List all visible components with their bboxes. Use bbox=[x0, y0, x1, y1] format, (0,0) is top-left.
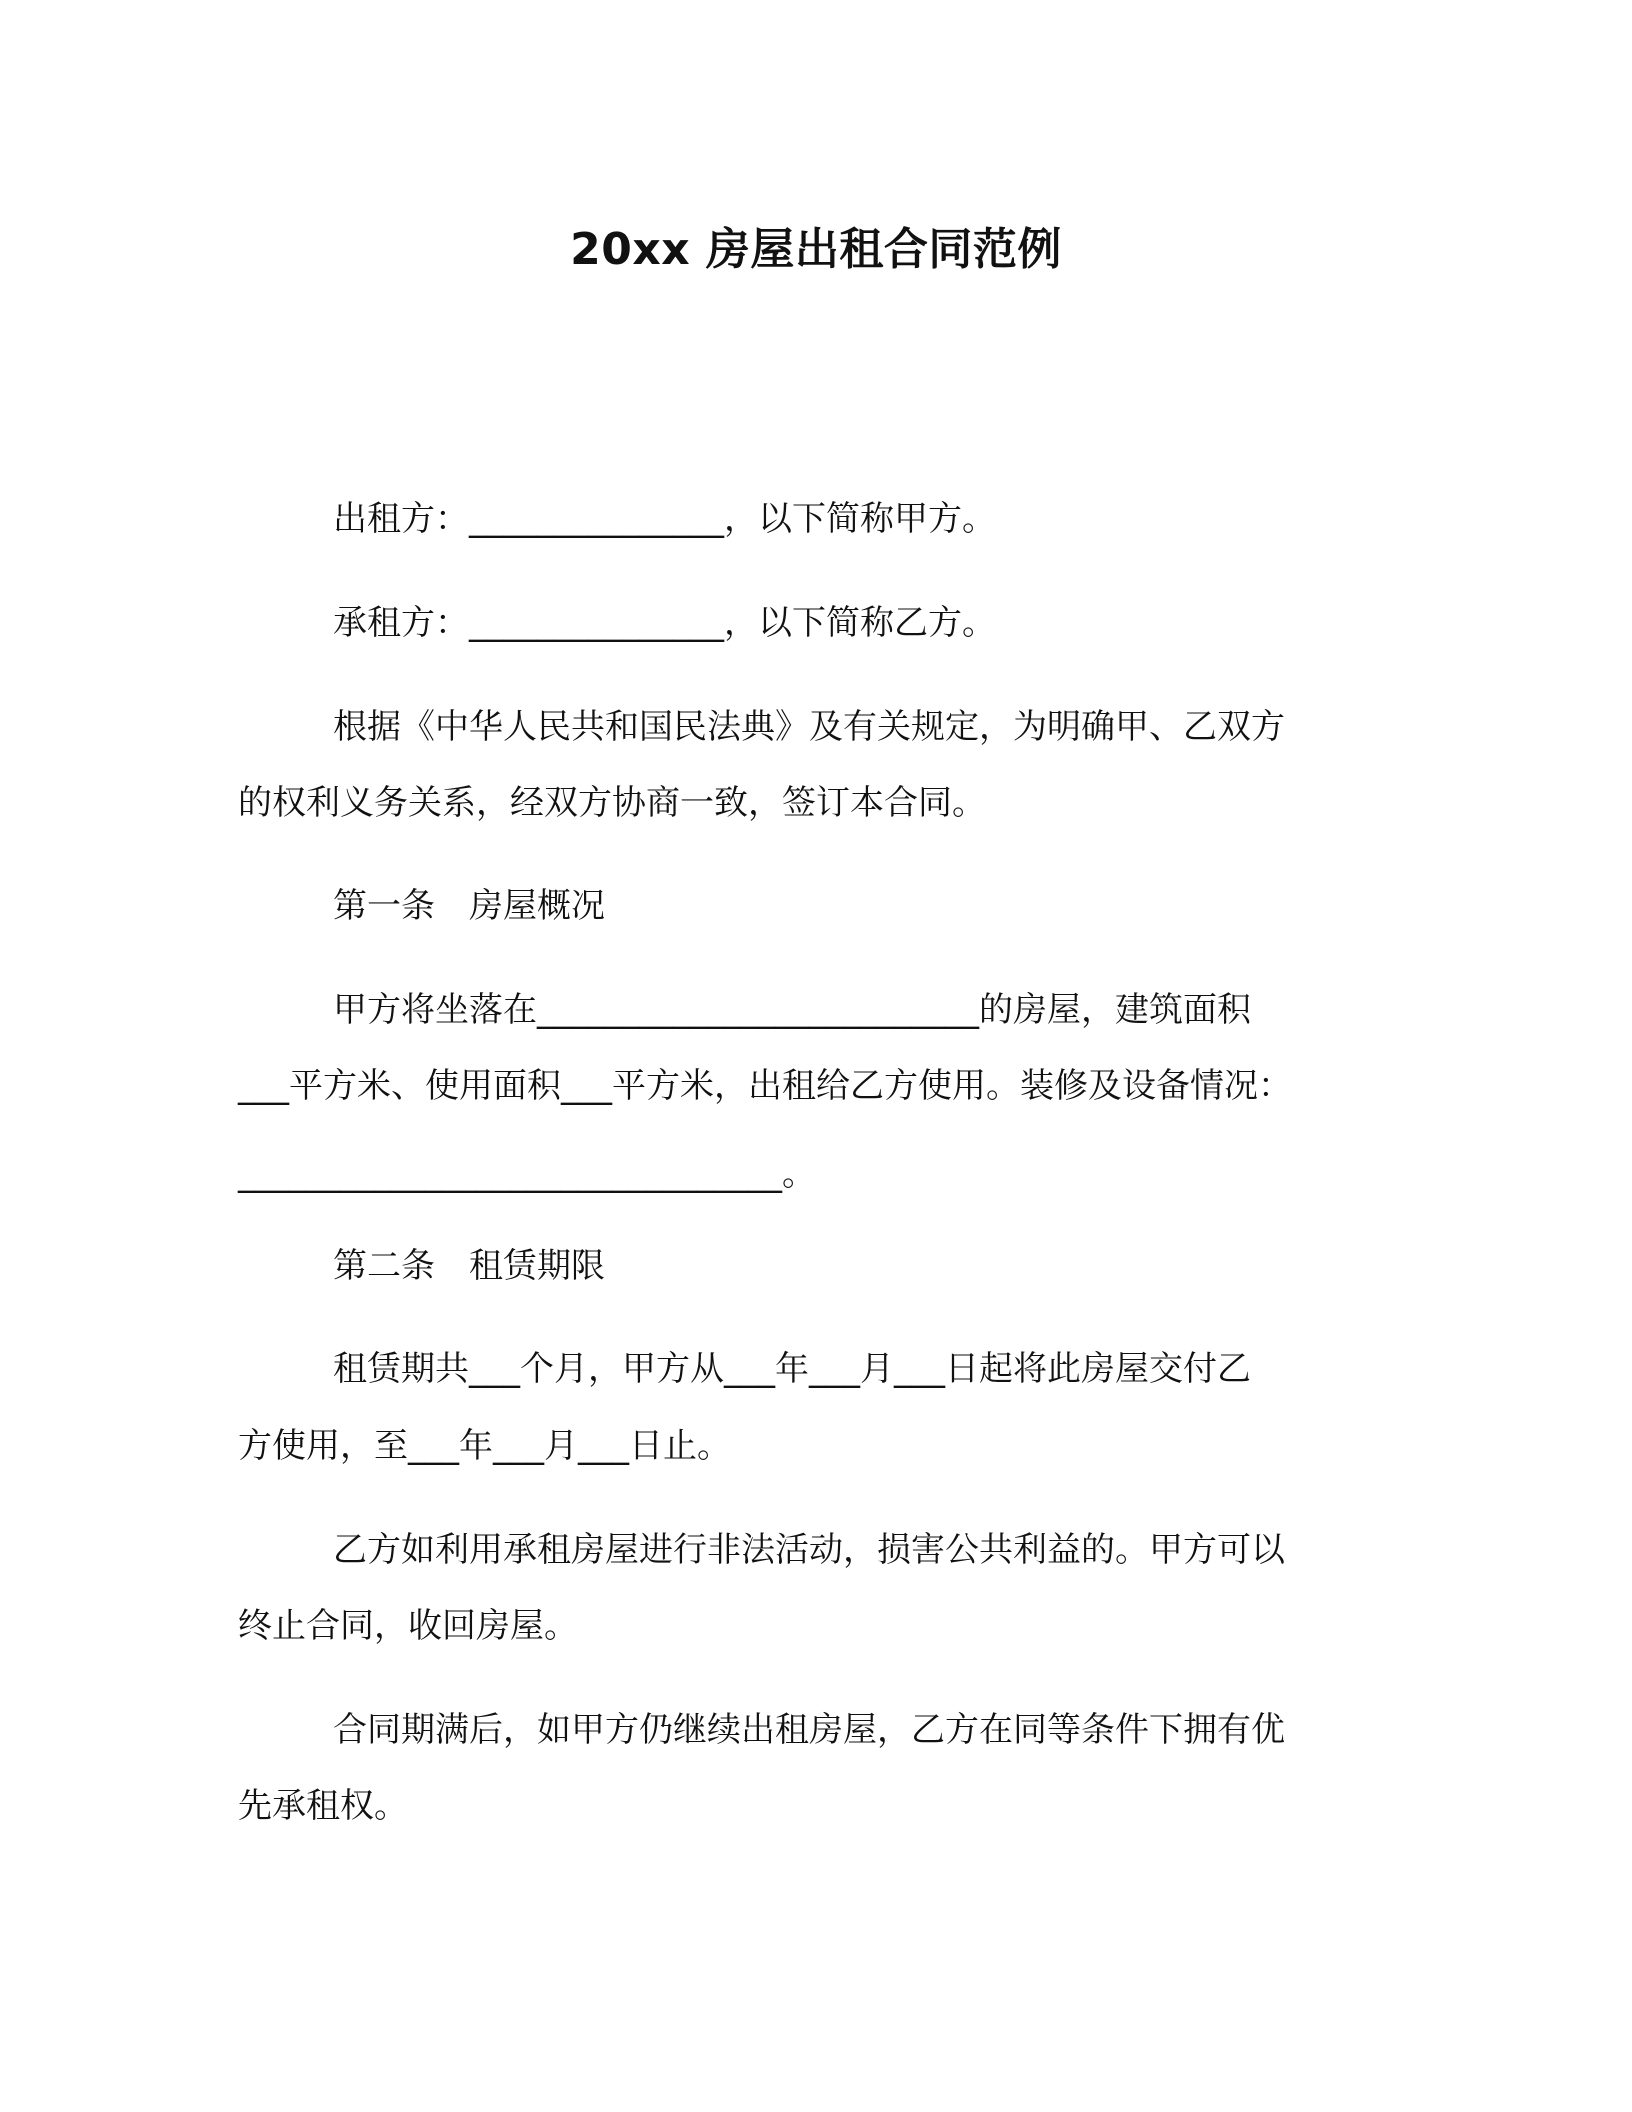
document-title: 20xx 房屋出租合同范例 bbox=[570, 224, 1062, 275]
preamble-line-1: 根据《中华人民共和国民法典》及有关规定，为明确甲、乙双方 bbox=[333, 707, 1285, 747]
article-1-line-3: ________________________________。 bbox=[238, 1154, 816, 1194]
term-line-1: 租赁期共___个月，甲方从___年___月___日起将此房屋交付乙 bbox=[333, 1349, 1251, 1389]
article-1-heading: 第一条 房屋概况 bbox=[333, 886, 605, 926]
article-1-line-2: ___平方米、使用面积___平方米，出租给乙方使用。装修及设备情况： bbox=[238, 1066, 1292, 1106]
preamble-line-2: 的权利义务关系，经双方协商一致，签订本合同。 bbox=[238, 783, 986, 823]
lessor-line: 出租方：_______________，以下简称甲方。 bbox=[333, 499, 996, 539]
article-2-heading: 第二条 租赁期限 bbox=[333, 1246, 605, 1286]
renewal-line-1: 合同期满后，如甲方仍继续出租房屋，乙方在同等条件下拥有优 bbox=[333, 1710, 1285, 1750]
illegal-use-line-1: 乙方如利用承租房屋进行非法活动，损害公共利益的。甲方可以 bbox=[333, 1530, 1285, 1570]
illegal-use-line-2: 终止合同，收回房屋。 bbox=[238, 1606, 578, 1646]
term-line-2: 方使用，至___年___月___日止。 bbox=[238, 1426, 731, 1466]
renewal-line-2: 先承租权。 bbox=[238, 1786, 408, 1826]
lessee-line: 承租方：_______________，以下简称乙方。 bbox=[333, 603, 996, 643]
article-1-line-1: 甲方将坐落在__________________________的房屋，建筑面积 bbox=[333, 990, 1251, 1030]
